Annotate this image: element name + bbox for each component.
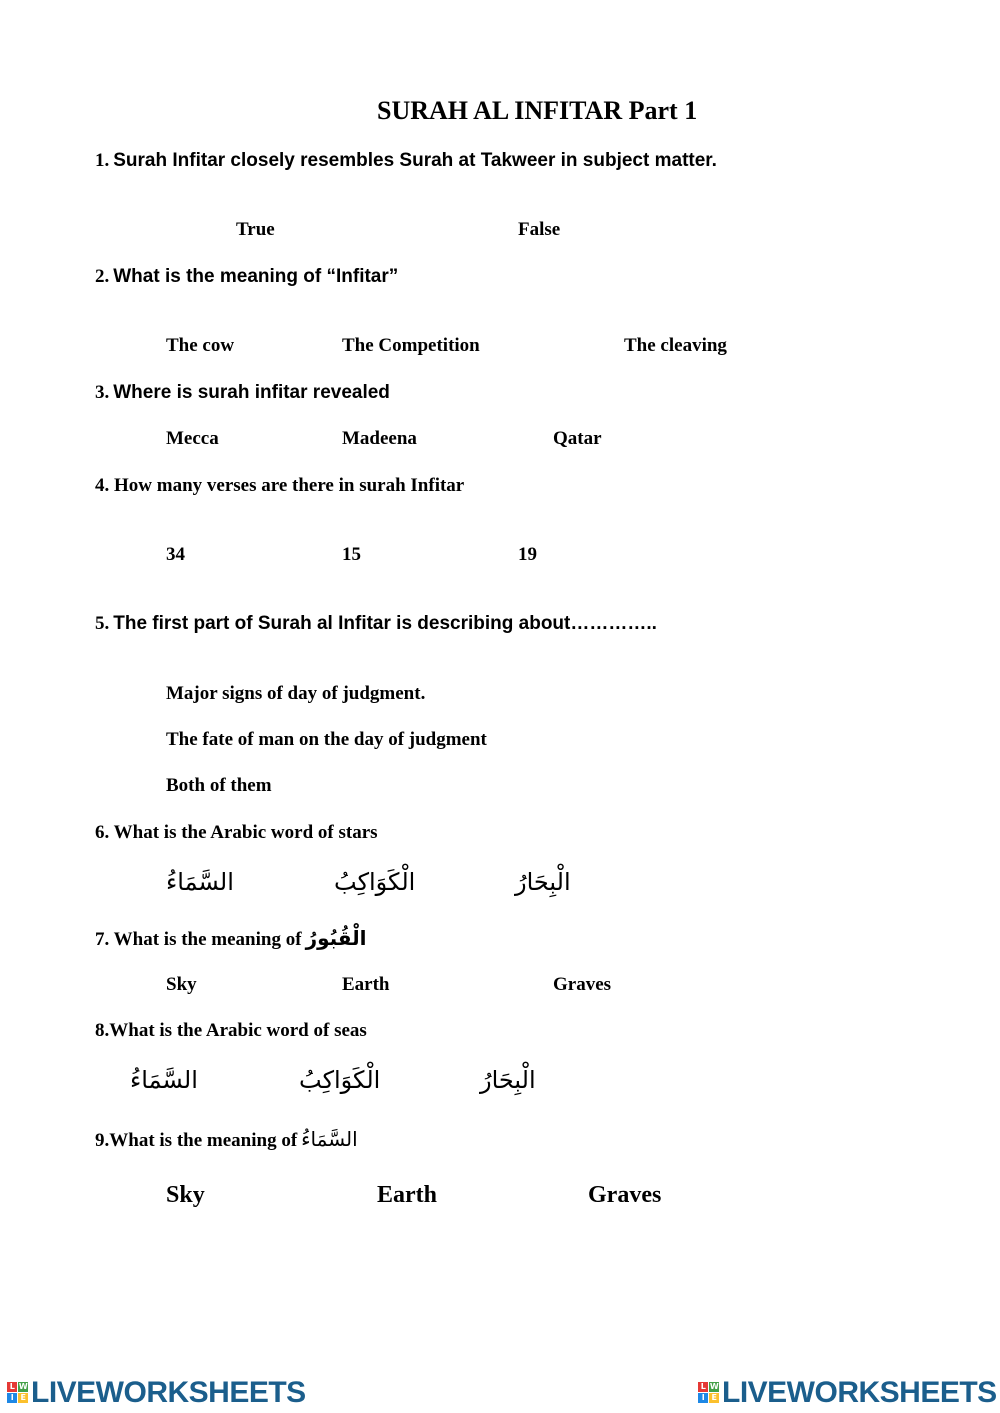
q2-option-3[interactable]: The cleaving: [624, 335, 727, 356]
question-7-text: 7. What is the meaning of: [95, 929, 302, 950]
q9-option-2[interactable]: Earth: [377, 1182, 437, 1208]
question-2-number: 2.: [95, 266, 110, 287]
q3-option-3[interactable]: Qatar: [553, 428, 602, 449]
q1-option-false[interactable]: False: [518, 219, 561, 240]
q6-option-3[interactable]: الْبِحَارُ: [515, 868, 571, 896]
question-7: [95, 926, 367, 951]
q7-option-2[interactable]: Earth: [342, 974, 390, 995]
footer-brand-right: [698, 1376, 997, 1410]
logo-letter-1: L: [698, 1382, 708, 1392]
q6-option-1[interactable]: السَّمَاءُ: [166, 868, 234, 896]
logo-letter-3: I: [7, 1393, 17, 1403]
q8-option-1[interactable]: السَّمَاءُ: [130, 1066, 198, 1094]
logo-letter-3: I: [698, 1393, 708, 1403]
q7-option-1[interactable]: Sky: [166, 974, 197, 995]
q4-option-3[interactable]: 19: [518, 544, 537, 565]
q2-option-1[interactable]: The cow: [166, 335, 235, 356]
q1-option-true[interactable]: True: [236, 219, 275, 240]
q2-option-2[interactable]: The Competition: [342, 335, 480, 356]
q9-option-3[interactable]: Graves: [588, 1182, 662, 1208]
question-8-text: 8.What is the Arabic word of seas: [95, 1020, 367, 1041]
question-2-text: What is the meaning of “Infitar”: [113, 266, 399, 287]
q5-option-3[interactable]: Both of them: [166, 775, 272, 796]
q4-option-2[interactable]: 15: [342, 544, 361, 565]
question-5-number: 5.: [95, 613, 110, 634]
logo-letter-2: W: [709, 1382, 719, 1391]
question-2: [95, 266, 398, 288]
q3-option-1[interactable]: Mecca: [166, 428, 219, 449]
question-3: [95, 382, 390, 404]
page-title: SURAH AL INFITAR Part 1: [377, 96, 698, 125]
question-1-number: 1.: [95, 150, 110, 171]
liveworksheets-logo-icon: [7, 1382, 29, 1404]
q3-option-2[interactable]: Madeena: [342, 428, 417, 449]
q8-option-2[interactable]: الْكَوَاكِبُ: [299, 1066, 381, 1094]
q4-option-1[interactable]: 34: [166, 544, 185, 565]
question-6-text: 6. What is the Arabic word of stars: [95, 822, 378, 843]
question-5: [95, 613, 657, 635]
footer-brand-text-right: LIVEWORKSHEETS: [722, 1376, 997, 1409]
logo-letter-1: L: [7, 1382, 17, 1392]
q9-option-1[interactable]: Sky: [166, 1182, 205, 1208]
question-1-text: Surah Infitar closely resembles Surah at Takweer in subject matter.: [113, 150, 717, 171]
question-3-number: 3.: [95, 382, 110, 403]
question-1: [95, 150, 717, 172]
logo-letter-4: E: [18, 1393, 28, 1403]
q5-option-1[interactable]: Major signs of day of judgment.: [166, 683, 426, 704]
logo-letter-2: W: [18, 1382, 28, 1391]
question-7-arabic-term: الْقُبُورُ: [305, 926, 367, 950]
question-9-text: 9.What is the meaning of: [95, 1130, 298, 1151]
question-4-text: 4. How many verses are there in surah Infitar: [95, 475, 465, 496]
question-5-text: The first part of Surah al Infitar is describing about…………..: [113, 613, 657, 634]
footer-brand-left: [7, 1376, 306, 1410]
question-9: [95, 1127, 358, 1152]
q8-option-3[interactable]: الْبِحَارُ: [480, 1066, 536, 1094]
q5-option-2[interactable]: The fate of man on the day of judgment: [166, 729, 487, 750]
logo-letter-4: E: [709, 1393, 719, 1403]
question-9-arabic-term: السَّمَاءُ: [301, 1127, 358, 1151]
liveworksheets-logo-icon: [698, 1382, 720, 1404]
question-3-text: Where is surah infitar revealed: [113, 382, 390, 403]
q6-option-2[interactable]: الْكَوَاكِبُ: [334, 868, 416, 896]
q7-option-3[interactable]: Graves: [553, 974, 612, 995]
footer-brand-text-left: LIVEWORKSHEETS: [31, 1376, 306, 1409]
